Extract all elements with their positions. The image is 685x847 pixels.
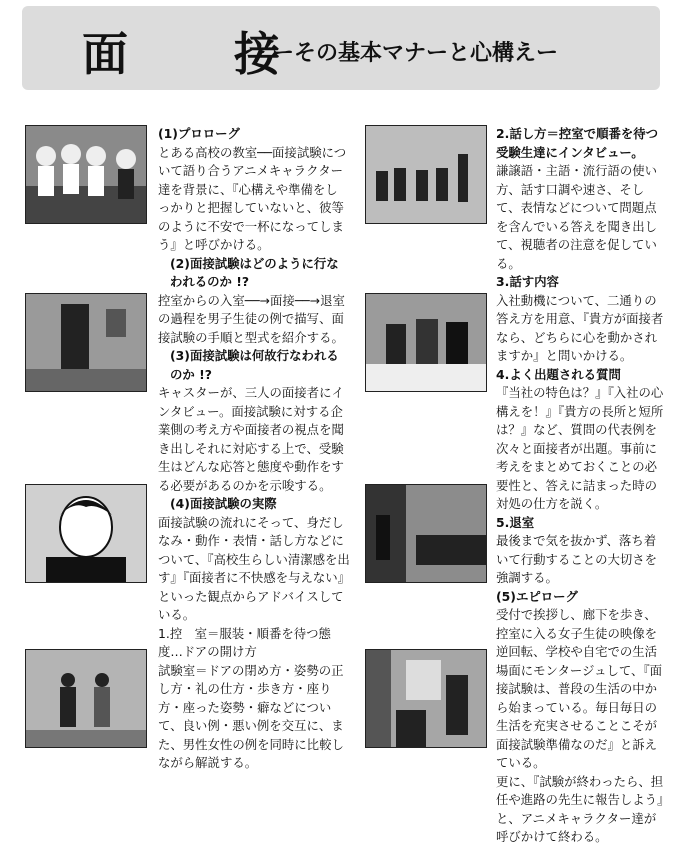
section-heading: (5)エピローグ — [496, 588, 578, 604]
section-text: 控室からの入室──→面接──→退室の過程を男子生徒の例で描写、面接試験の手順と型式を紹介する。 — [158, 292, 345, 345]
section-text: 受付で挨拶し、廊下を歩き、控室に入る女子生徒の映像を逆回転、学校や自宅での生活場面にモンタージュして、『面接試験は、普段の生活の中から始まっている。毎日毎日の生活を充実させることこそが面接試験準備なのだ』と訴えている。 — [496, 607, 663, 770]
section-text: 最後まで気を抜かず、落ち着いて行動することの大切さを強調する。 — [496, 533, 658, 585]
interviewers-panel-photo — [365, 293, 487, 392]
section-text: 『当社の特色は？』『入社の心構えを！』『貴方の長所と短所は？』など、質問の代表例を次々と面接者が出題。事前に考えをまとめておくことの必要性と、答えに詰まった時の対処の仕方を説く。 — [496, 385, 664, 511]
section-text: 1.控 室＝服装・順番を待つ態度…ドアの開け方 — [158, 625, 331, 659]
section-heading: 3.話す内容 — [496, 274, 559, 289]
section-heading: 2.話し方＝控室で順番を待つ受験生達にインタビュー。 — [496, 126, 659, 160]
section-heading: (4)面接試験の実際 — [170, 496, 277, 511]
section-text: 謙譲語・主語・流行語の使い方、話す口調や速さ、そして、表情などについて問題点を含んでいる答えを聞き出して、視聴者の注意を促している。 — [496, 163, 658, 271]
office-interview-photo — [365, 649, 487, 748]
section-text: 面接試験の流れにそって、身だしなみ・動作・表情・話し方などについて、『高校生らしい清潔感を出す』『面接者に不快感を与えない』といった観点からアドバイスしている。 — [158, 514, 350, 622]
section-heading: (3)面接試験は何故行なわれるのか !? — [170, 348, 339, 382]
section-heading: (1)プロローグ — [158, 126, 240, 141]
section-text: 試験室＝ドアの閉め方・姿勢の正し方・礼の仕方・歩き方・座り方・座った姿勢・癖などについて、良い例・悪い例を交互に、また、男性女性の例を同時に比較しながら解説する。 — [158, 662, 344, 770]
animated-student-face-photo — [25, 484, 147, 583]
page-subtitle: ーその基本マナーと心構えー — [272, 41, 559, 66]
interview-room-photo — [365, 484, 487, 583]
section-text: とある高校の教室──面接試験について語り合うアニメキャラクター達を背景に、『心構えや準備をしっかりと把握していないと、彼等のように不安で一杯になってしまう』と呼びかける。 — [158, 144, 347, 252]
left-text-column — [158, 125, 350, 773]
right-text-column — [496, 125, 668, 847]
seated-students-photo — [25, 649, 147, 748]
page-header — [22, 6, 660, 90]
waiting-students-photo — [365, 125, 487, 224]
interview-room-door-photo — [25, 293, 147, 392]
section-text: 更に、『試験が終わったら、担任や進路の先生に報告しよう』と、アニメキャラクター達が呼びかけて終わる。 — [496, 773, 664, 844]
section-heading: (2)面接試験はどのように行なわれるのか !? — [170, 255, 339, 289]
page-title: 面 接 — [82, 27, 310, 81]
section-heading: 4.よく出題される質問 — [496, 366, 621, 382]
section-text: 入社動機について、二通りの答え方を用意、『貴方が面接者なら、どちらに心を動かされますか』と問いかける。 — [496, 292, 664, 363]
section-text: キャスターが、三人の面接者にインタビュー。面接試験に対する企業側の考え方や面接者の視点を聞き出しそれに対応する上で、受験生はどんな応答と態度や動作をする必要があるのかを示唆する。 — [158, 385, 344, 493]
animation-classroom-photo — [25, 125, 147, 224]
section-heading: 5.退室 — [496, 514, 535, 530]
